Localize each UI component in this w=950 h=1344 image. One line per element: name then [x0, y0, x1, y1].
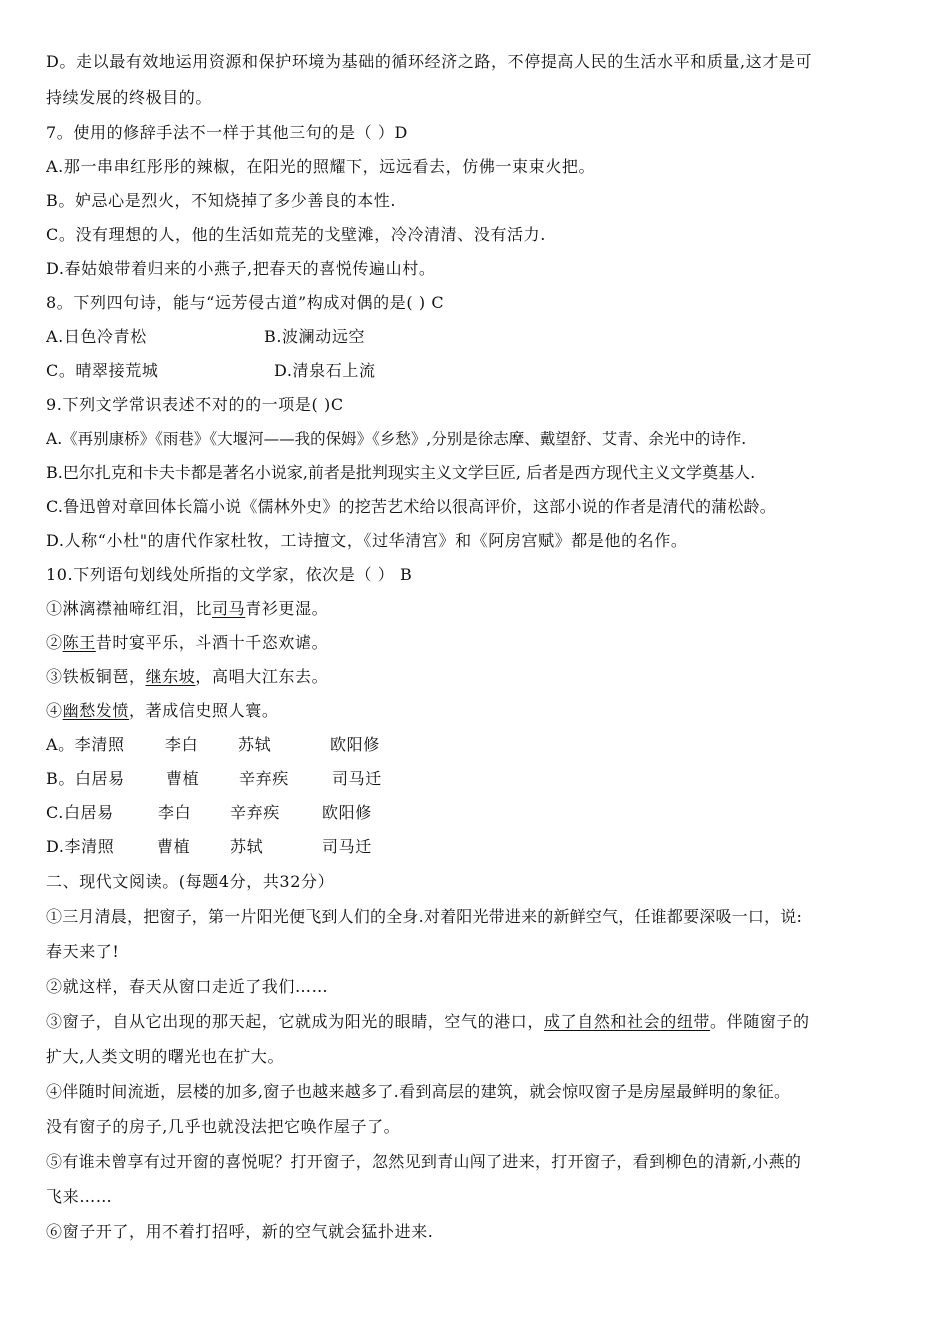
- question-10-item-3: [46, 667, 328, 687]
- item-text: ③铁板铜琶，: [46, 667, 146, 686]
- option-label: C.白居易: [46, 803, 114, 822]
- option-name: 苏轼: [230, 837, 264, 856]
- paragraph-2: ②就这样，春天从窗口走近了我们……: [46, 977, 329, 996]
- question-10: 10.下列语句划线处所指的文学家，依次是（ ） B: [46, 565, 413, 584]
- question-8-option-a: A.日色冷青松: [46, 327, 147, 346]
- option-d-line: D。走以最有效地运用资源和保护环境为基础的循环经济之路，不停提高人民的生活水平和质量,这才是可: [46, 52, 813, 71]
- option-label: A。李清照: [46, 735, 125, 754]
- question-10-item-4: [46, 701, 278, 721]
- question-10-item-2: [46, 633, 328, 653]
- paragraph-5-cont: 飞来……: [46, 1187, 113, 1206]
- option-d-line-cont: 持续发展的终极目的。: [46, 88, 213, 107]
- question-9-option-d: D.人称“小杜"的唐代作家杜牧，工诗擅文，《过华清宫》和《阿房宫赋》都是他的名作。: [46, 531, 688, 550]
- paragraph-text: ③窗子，自从它出现的那天起，它就成为阳光的眼睛，空气的港口，: [46, 1012, 545, 1031]
- option-label: D.李清照: [46, 837, 115, 856]
- item-text: ，著成信史照人寰。: [129, 701, 279, 720]
- question-9-option-a: A.《再别康桥》《雨巷》《大堰河——我的保姆》《乡愁》,分别是徐志摩、戴望舒、艾青、余光中的诗作.: [46, 430, 747, 448]
- question-7-option-d: D.春姑娘带着归来的小燕子,把春天的喜悦传遍山村。: [46, 259, 436, 278]
- option-name: 李白: [165, 735, 199, 754]
- underlined-term: 陈王: [62, 633, 96, 652]
- section-2-heading: 二、现代文阅读。(每题4分，共32分）: [46, 872, 335, 891]
- option-name: 司马迁: [322, 837, 372, 856]
- option-name: 欧阳修: [322, 803, 372, 822]
- underlined-term: 继东坡: [145, 667, 196, 686]
- item-text: ，高唱大江东去。: [195, 667, 329, 686]
- paragraph-1-cont: 春天来了!: [46, 942, 120, 961]
- question-7-option-b: B。妒忌心是烈火，不知烧掉了多少善良的本性.: [46, 191, 397, 210]
- question-8: 8。下列四句诗，能与“远芳侵古道”构成对偶的是( ) C: [46, 293, 445, 312]
- item-text: ④: [46, 701, 63, 720]
- option-name: 辛弃疾: [239, 769, 289, 788]
- paragraph-3: [46, 1012, 810, 1032]
- option-name: 辛弃疾: [230, 803, 280, 822]
- option-name: 曹植: [157, 837, 191, 856]
- paragraph-4: ④伴随时间流逝，层楼的加多,窗子也越来越多了.看到高层的建筑，就会惊叹窗子是房屋最鲜明的象征。: [46, 1082, 791, 1101]
- underlined-term: 幽愁发愤: [62, 701, 130, 720]
- paragraph-5: ⑤有谁未曾享有过开窗的喜悦呢？打开窗子，忽然见到青山闯了进来，打开窗子，看到柳色的清新,小燕的: [46, 1152, 802, 1171]
- underlined-term: 司马: [212, 599, 246, 618]
- question-8-option-b: B.波澜动远空: [264, 327, 366, 346]
- question-7-option-c: C。没有理想的人，他的生活如荒芜的戈壁滩，冷冷清清、没有活力.: [46, 225, 546, 244]
- option-label: B。白居易: [46, 769, 125, 788]
- paragraph-6: ⑥窗子开了，用不着打招呼，新的空气就会猛扑进来.: [46, 1222, 434, 1241]
- item-text: ②: [46, 633, 63, 652]
- question-9: 9.下列文学常识表述不对的的一项是( )C: [46, 395, 344, 414]
- option-name: 欧阳修: [330, 735, 380, 754]
- paragraph-3-cont: 扩大,人类文明的曙光也在扩大。: [46, 1047, 285, 1066]
- underlined-phrase: 成了自然和社会的纽带: [544, 1012, 711, 1031]
- paragraph-1: ①三月清晨，把窗子，第一片阳光便飞到人们的全身.对着阳光带进来的新鲜空气，任谁都要深吸一口，说:: [46, 907, 803, 926]
- item-text: ①淋漓襟袖啼红泪，比: [46, 599, 213, 618]
- option-name: 李白: [158, 803, 192, 822]
- option-name: 苏轼: [238, 735, 272, 754]
- paragraph-4-cont: 没有窗子的房子,几乎也就没法把它唤作屋子了。: [46, 1117, 401, 1136]
- item-text: 昔时宴平乐，斗酒十千恣欢谑。: [95, 633, 329, 652]
- question-10-item-1: [46, 599, 328, 619]
- option-name: 曹植: [166, 769, 200, 788]
- paragraph-text: 。伴随窗子的: [710, 1012, 810, 1031]
- question-9-option-b: B.巴尔扎克和卡夫卡都是著名小说家,前者是批判现实主义文学巨匠, 后者是西方现代主义文学奠基人.: [46, 463, 756, 482]
- question-8-option-d: D.清泉石上流: [274, 361, 376, 380]
- question-8-option-c: C。晴翠接荒城: [46, 361, 159, 380]
- option-name: 司马迁: [332, 769, 382, 788]
- item-text: 青衫更湿。: [245, 599, 329, 618]
- question-7: 7。使用的修辞手法不一样于其他三句的是（ ）D: [46, 123, 408, 142]
- question-9-option-c: C.鲁迅曾对章回体长篇小说《儒林外史》的挖苦艺术给以很高评价，这部小说的作者是清代的蒲松龄。: [46, 497, 776, 516]
- question-7-option-a: A.那一串串红彤彤的辣椒，在阳光的照耀下，远远看去，仿佛一束束火把。: [46, 157, 596, 176]
